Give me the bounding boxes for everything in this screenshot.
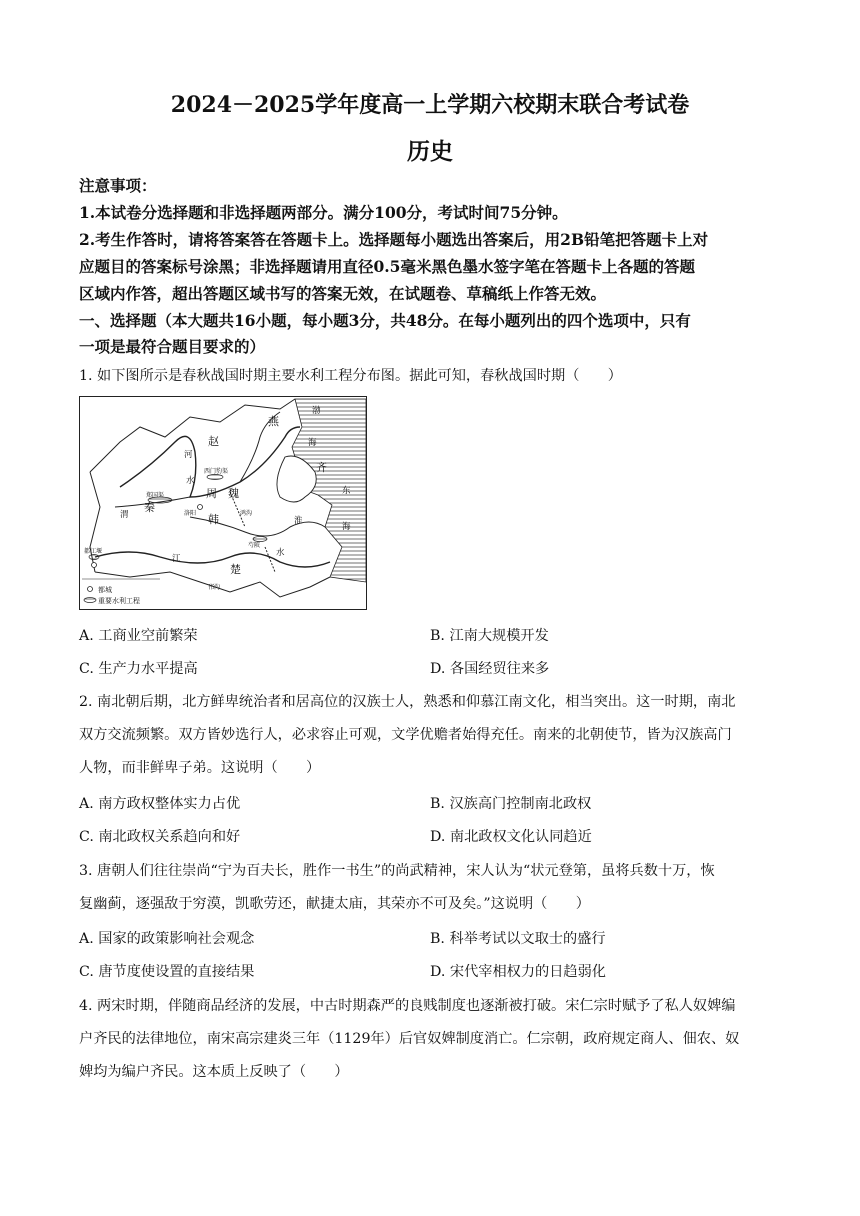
place-label-luoyang: 洛阳: [184, 510, 197, 517]
q3-option-b[interactable]: B. 科举考试以文取士的盛行: [430, 931, 606, 947]
q1-option-c[interactable]: C. 生产力水平提高: [79, 661, 198, 677]
quebei-marker: [253, 537, 267, 542]
shu-capital-marker: [92, 563, 97, 568]
question-2-line-3: 人物，而非鲜卑子弟。这说明（ ）: [79, 760, 321, 776]
q3-option-d[interactable]: D. 宋代宰相权力的日趋弱化: [430, 964, 606, 980]
section-heading-line-2: 一项是最符合题目要求的）: [79, 337, 266, 356]
river-label-he: 河: [184, 450, 193, 460]
legend-project-label: 重要水利工程: [98, 597, 140, 605]
question-3-line-1: 3. 唐朝人们往往崇尚“宁为百夫长，胜作一书生”的尚武精神，宋人认为“状元登第，虽将兵数十万，恢: [79, 863, 715, 879]
ximenbao-canal-marker: [207, 475, 223, 480]
legend-capital-label: 都城: [98, 586, 112, 594]
river-label-shui: 水: [186, 476, 195, 486]
state-label-chu: 楚: [230, 563, 241, 576]
q2-option-d[interactable]: D. 南北政权文化认同趋近: [430, 829, 592, 845]
place-label-ximenbao-canal: 西门豹渠: [204, 468, 229, 475]
q2-option-a[interactable]: A. 南方政权整体实力占优: [79, 796, 241, 812]
state-label-qi: 齐: [316, 461, 327, 474]
river-label-jiang: 江: [172, 554, 181, 564]
notice-item-2-line-3: 区域内作答，超出答题区域书写的答案无效，在试题卷、草稿纸上作答无效。: [79, 284, 607, 303]
section-heading-line-1: 一、选择题（本大题共16小题，每小题3分，共48分。在每小题列出的四个选项中，只有: [79, 311, 691, 330]
q1-option-d[interactable]: D. 各国经贸往来多: [430, 661, 550, 677]
state-label-yan: 燕: [268, 415, 279, 428]
north-border: [90, 399, 295, 472]
river-label-shui-2: 水: [276, 548, 285, 558]
state-label-qin: 秦: [144, 501, 155, 514]
place-label-hangou: 邗沟: [208, 584, 221, 591]
place-label-dujiangyan: 都江堰: [84, 548, 103, 555]
subject-title: 历史: [407, 138, 453, 165]
question-4-line-3: 婢均为编户齐民。这本质上反映了（ ）: [79, 1064, 349, 1080]
q1-option-a[interactable]: A. 工商业空前繁荣: [79, 628, 198, 644]
legend-project-icon: [84, 598, 96, 603]
question-2-line-1: 2. 南北朝后期，北方鲜卑统治者和居高位的汉族士人，熟悉和仰慕江南文化，相当突出。这一时期，南北: [79, 694, 736, 710]
map-graphic: [80, 397, 366, 609]
river-label-wei: 渭: [120, 510, 129, 520]
river-label-huai: 淮: [294, 516, 303, 526]
dujiangyan-marker: [89, 555, 99, 560]
place-label-quebei: 芍陂: [248, 542, 261, 549]
luoyang-capital-marker: [198, 505, 203, 510]
warring-states-irrigation-map: [79, 396, 367, 610]
sea-label-hai-1: 海: [308, 438, 317, 448]
state-label-han: 韩: [208, 513, 219, 526]
question-4-line-1: 4. 两宋时期，伴随商品经济的发展，中古时期森严的良贱制度也逐渐被打破。宋仁宗时赋予了私人奴婢编: [79, 998, 736, 1014]
question-1-stem: 1. 如下图所示是春秋战国时期主要水利工程分布图。据此可知，春秋战国时期（ ）: [79, 368, 622, 384]
legend-capital-icon: [88, 587, 93, 592]
q2-option-b[interactable]: B. 汉族高门控制南北政权: [430, 796, 592, 812]
q2-option-c[interactable]: C. 南北政权关系趋向和好: [79, 829, 241, 845]
q3-option-c[interactable]: C. 唐节度使设置的直接结果: [79, 964, 255, 980]
question-2-line-2: 双方交流频繁。双方皆妙选行人，必求容止可观，文学优赡者始得充任。南来的北朝使节，皆为汉族高门: [79, 727, 732, 743]
q3-option-a[interactable]: A. 国家的政策影响社会观念: [79, 931, 255, 947]
place-label-zhengguo-canal: 郑国渠: [146, 492, 165, 499]
question-4-line-2: 户齐民的法律地位，南宋高宗建炎三年（1129年）后官奴婢制度消亡。仁宗朝，政府规定商人、佃农、奴: [79, 1031, 740, 1047]
sea-label-bo: 渤: [312, 406, 321, 416]
yangtze-river: [95, 552, 330, 567]
q1-option-b[interactable]: B. 江南大规模开发: [430, 628, 549, 644]
notice-item-1: 1.本试卷分选择题和非选择题两部分。满分100分，考试时间75分钟。: [79, 203, 568, 222]
sea-label-dong: 东: [342, 486, 351, 496]
sea-label-hai-2: 海: [342, 522, 351, 532]
state-label-wei: 魏: [228, 487, 239, 500]
hangou-canal: [265, 547, 275, 572]
place-label-honggou: 鸿沟: [240, 510, 253, 517]
question-3-line-2: 复幽蓟，逐强敌于穷漠，凯歌劳还，献捷太庙，其荣亦不可及矣。”这说明（ ）: [79, 896, 590, 912]
state-label-zhou: 周: [206, 487, 217, 500]
notice-heading: 注意事项：: [79, 176, 157, 195]
notice-item-2-line-2: 应题目的答案标号涂黑；非选择题请用直径0.5毫米黑色墨水签字笔在答题卡上各题的答题: [79, 257, 695, 276]
notice-item-2-line-1: 2.考生作答时，请将答案答在答题卡上。选择题每小题选出答案后，用2B铅笔把答题卡上对: [79, 230, 709, 249]
exam-title: 2024－2025学年度高一上学期六校期末联合考试卷: [170, 92, 690, 118]
state-label-zhao: 赵: [208, 435, 219, 448]
